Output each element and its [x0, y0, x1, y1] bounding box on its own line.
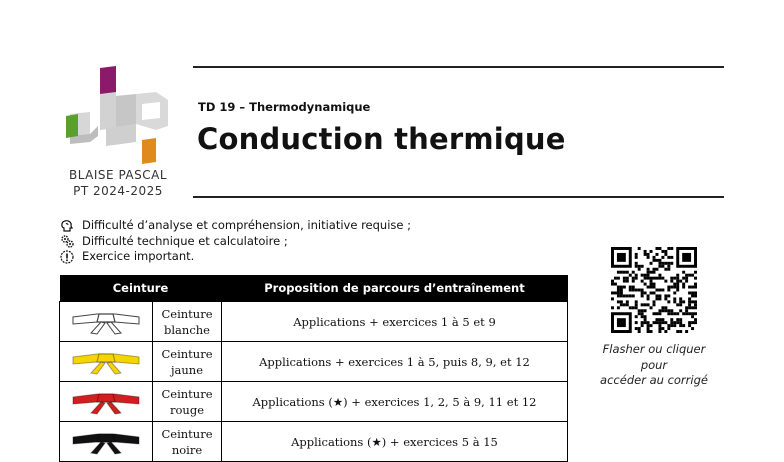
program-cell: Applications + exercices 1 à 5, puis 8, 9, et 12 — [222, 342, 568, 382]
col-header-program: Proposition de parcours d’entraînement — [222, 275, 568, 302]
belt-icon — [71, 345, 141, 375]
difficulty-legend — [60, 218, 411, 265]
table-row — [60, 302, 568, 342]
belt-name-cell — [153, 382, 222, 422]
belt-name: rouge — [170, 402, 204, 417]
table-row — [60, 382, 568, 422]
legend-item — [60, 249, 411, 265]
program-cell: Applications (★) + exercices 5 à 15 — [222, 422, 568, 462]
qr-caption-line: Flasher ou cliquer pour — [602, 342, 706, 372]
class-year: PT 2024-2025 — [73, 184, 163, 198]
belt-name: noire — [171, 442, 203, 457]
legend-text: Difficulté technique et calculatoire ; — [82, 233, 288, 248]
top-rule — [193, 66, 724, 68]
belt-image-cell — [60, 422, 153, 462]
belt-name-line: Ceinture — [161, 346, 213, 361]
belt-table — [59, 275, 568, 462]
legend-item — [60, 218, 411, 234]
belt-name: blanche — [164, 322, 210, 337]
brain-icon — [60, 219, 74, 233]
program-cell: Applications + exercices 1 à 5 et 9 — [222, 302, 568, 342]
belt-image-cell — [60, 342, 153, 382]
belt-image-cell — [60, 382, 153, 422]
gears-icon — [60, 234, 74, 248]
qr-code[interactable] — [611, 247, 697, 333]
td-label: TD 19 – Thermodynamique — [198, 100, 371, 114]
table-row — [60, 422, 568, 462]
belt-name: jaune — [170, 362, 204, 377]
belt-image-cell — [60, 302, 153, 342]
table-row — [60, 342, 568, 382]
warning-icon — [60, 250, 74, 264]
bottom-rule — [193, 196, 724, 198]
table-header-row — [60, 275, 568, 302]
belt-name-cell — [153, 302, 222, 342]
page-title: Conduction thermique — [197, 122, 566, 156]
belt-name-line: Ceinture — [161, 426, 213, 441]
col-header-belt: Ceinture — [60, 275, 222, 302]
qr-caption — [588, 342, 720, 389]
qr-caption-line: accéder au corrigé — [600, 373, 708, 387]
belt-name-line: Ceinture — [161, 386, 213, 401]
legend-text: Difficulté d’analyse et compréhension, initiative requise ; — [82, 218, 412, 232]
belt-name-cell — [153, 422, 222, 462]
belt-name-cell — [153, 342, 222, 382]
belt-icon — [71, 425, 141, 455]
belt-icon — [71, 305, 141, 335]
belt-name-line: Ceinture — [161, 306, 213, 321]
legend-text: Exercice important. — [82, 249, 195, 263]
program-cell: Applications (★) + exercices 1, 2, 5 à 9, 11 et 12 — [222, 382, 568, 422]
legend-item — [60, 234, 411, 250]
belt-icon — [71, 385, 141, 415]
school-name: BLAISE PASCAL — [68, 168, 168, 182]
